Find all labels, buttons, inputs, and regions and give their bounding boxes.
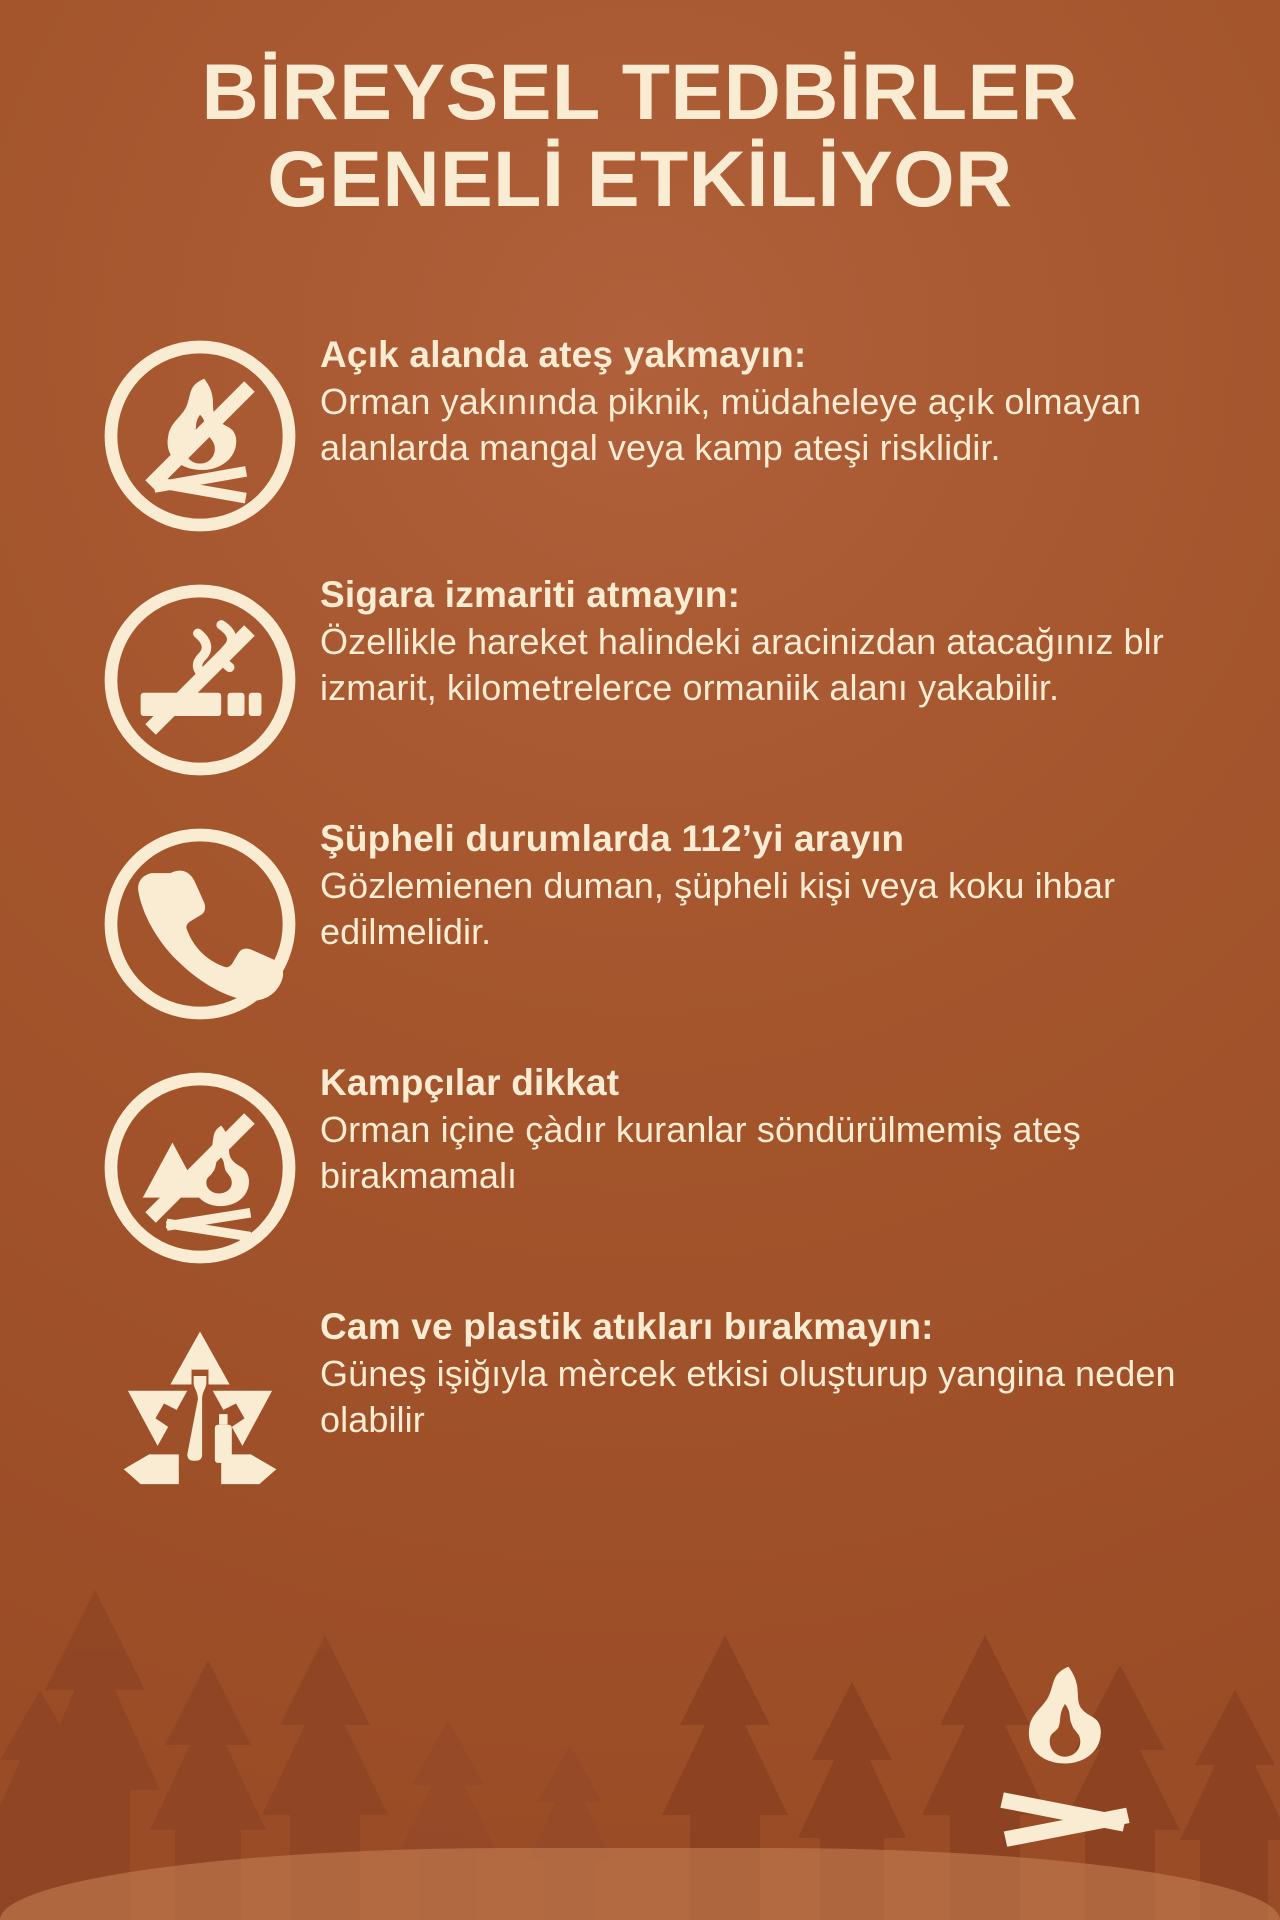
- list-item: [80, 330, 1220, 542]
- tip-body: Orman içine çàdır kuranlar söndürülmemiş ateş birakmamalı: [320, 1109, 1081, 1197]
- tip-title: Şüpheli durumlarda 112’yi arayın: [320, 818, 905, 859]
- icon-container: [80, 570, 320, 786]
- tip-title: Sigara izmariti atmayın:: [320, 574, 741, 615]
- phone-call-icon: [94, 818, 306, 1030]
- tip-text: [320, 330, 1220, 471]
- tip-text: [320, 570, 1220, 711]
- tips-list: [80, 330, 1220, 1546]
- icon-container: [80, 1302, 320, 1518]
- tip-body: Özellikle hareket halindeki aracinizdan atacağınız blr izmarit, kilometrelerce ormaniik alanı yakabilir.: [320, 621, 1164, 709]
- page-title: [0, 47, 1280, 223]
- list-item: [80, 1302, 1220, 1518]
- campfire-icon: [980, 1650, 1150, 1860]
- tip-body: Orman yakınında piknik, müdaheleye açık olmayan alanlarda mangal veya kamp ateşi risklidir.: [320, 381, 1142, 469]
- page-title-line-2: GENELİ ETKİLİYOR: [267, 133, 1013, 223]
- tip-text: [320, 1302, 1220, 1443]
- recycle-waste-icon: [94, 1306, 306, 1518]
- tip-title: Açık alanda ateş yakmayın:: [320, 334, 807, 375]
- icon-container: [80, 330, 320, 542]
- tip-text: [320, 814, 1220, 955]
- icon-container: [80, 814, 320, 1030]
- tip-text: [320, 1058, 1220, 1199]
- page-title-line-1: BİREYSEL TEDBİRLER: [201, 47, 1079, 136]
- no-open-fire-icon: [94, 330, 306, 542]
- no-campfire-tent-icon: [94, 1062, 306, 1274]
- icon-container: [80, 1058, 320, 1274]
- tip-title: Cam ve plastik atıkları bırakmayın:: [320, 1306, 934, 1347]
- tip-body: Güneş işiğıyla mèrcek etkisi oluşturup yangina neden olabilir: [320, 1353, 1176, 1441]
- no-smoking-icon: [94, 574, 306, 786]
- list-item: [80, 1058, 1220, 1274]
- list-item: [80, 570, 1220, 786]
- list-item: [80, 814, 1220, 1030]
- tip-body: Gözlemienen duman, şüpheli kişi veya koku ihbar edilmelidir.: [320, 865, 1116, 953]
- tip-title: Kampçılar dikkat: [320, 1062, 620, 1103]
